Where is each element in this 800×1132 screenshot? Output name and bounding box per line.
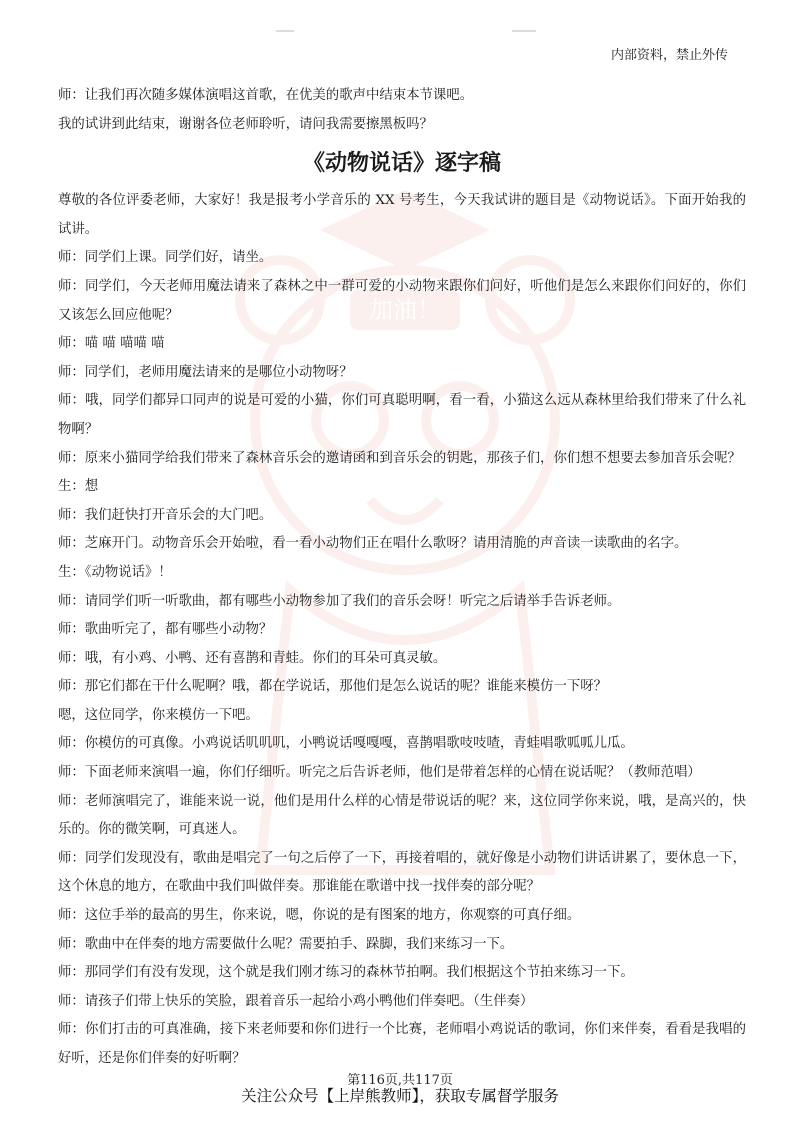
transcript-paragraph: 师：同学们发现没有，歌曲是唱完了一句之后停了一下，再接着唱的，就好像是小动物们讲话讲累了，要休息一下，这个休息的地方，在歌曲中我们叫做伴奏。那谁能在歌谱中找一找伴奏的部分呢？ bbox=[58, 850, 746, 895]
transcript-paragraph: 师：同学们，今天老师用魔法请来了森林之中一群可爱的小动物来跟你们问好，听他们是怎么来跟你们问好的，你们又该怎么回应他呢？ bbox=[58, 278, 746, 323]
page-number: 第116页,共117页 bbox=[347, 1073, 453, 1088]
document-body bbox=[58, 82, 746, 1074]
top-scan-mark bbox=[276, 18, 536, 22]
intro-line: 师：让我们再次随多媒体演唱这首歌，在优美的歌声中结束本节课吧。 bbox=[58, 88, 474, 103]
transcript-paragraph: 师：哦，有小鸡、小鸭、还有喜鹊和青蛙。你们的耳朵可真灵敏。 bbox=[58, 650, 447, 666]
transcript-paragraphs bbox=[58, 187, 746, 1073]
transcript-paragraph: 师：这位手举的最高的男生，你来说，嗯，你说的是有图案的地方，你观察的可真仔细。 bbox=[58, 908, 581, 924]
transcript-paragraph: 师：你们打击的可真准确，接下来老师要和你们进行一个比赛，老师唱小鸡说话的歌词，你们来伴奏，看看是我唱的好听，还是你们伴奏的好听啊？ bbox=[58, 1022, 746, 1066]
transcript-paragraph: 师：我们赶快打开音乐会的大门吧。 bbox=[58, 507, 273, 523]
transcript-paragraph: 师：同学们上课。同学们好，请坐。 bbox=[58, 250, 273, 266]
transcript-paragraph: 师：歌曲听完了，都有哪些小动物？ bbox=[58, 622, 273, 638]
transcript-paragraph: 师：老师演唱完了，谁能来说一说，他们是用什么样的心情是带说话的呢？来，这位同学你来说，哦，是高兴的，快乐的。你的微笑啊，可真迷人。 bbox=[58, 793, 746, 838]
transcript-paragraph: 师：那同学们有没有发现，这个就是我们刚才练习的森林节拍啊。我们根据这个节拍来练习一下。 bbox=[58, 965, 634, 981]
transcript-paragraph: 师：同学们，老师用魔法请来的是哪位小动物呀？ bbox=[58, 364, 353, 380]
transcript-paragraph: 师：你模仿的可真像。小鸡说话叽叽叽，小鸭说话嘎嘎嘎，喜鹊唱歌吱吱喳，青蛙唱歌呱呱儿瓜。 bbox=[58, 736, 634, 752]
transcript-paragraph: 师：原来小猫同学给我们带来了森林音乐会的邀请函和到音乐会的钥匙，那孩子们，你们想不想要去参加音乐会呢？ bbox=[58, 450, 741, 466]
transcript-paragraph: 生：想 bbox=[58, 479, 99, 495]
transcript-paragraph: 师：那它们都在干什么呢啊？哦，都在学说话，那他们是怎么说话的呢？谁能来模仿一下呀？ bbox=[58, 679, 608, 695]
transcript-paragraph: 师：哦，同学们都异口同声的说是可爱的小猫，你们可真聪明啊，看一看，小猫这么远从森林里给我们带来了什么礼物啊？ bbox=[58, 393, 746, 437]
transcript-paragraph: 尊敬的各位评委老师，大家好！我是报考小学音乐的 XX 号考生，今天我试讲的题目是《动物说话》。下面开始我的试讲。 bbox=[58, 193, 746, 237]
transcript-paragraph: 师：歌曲中在伴奏的地方需要做什么呢？需要拍手、跺脚，我们来练习一下。 bbox=[58, 936, 514, 952]
watermark-text: 加油！ bbox=[369, 296, 441, 324]
intro-line: 我的试讲到此结束，谢谢各位老师聆听，请问我需要擦黑板吗？ bbox=[58, 116, 433, 132]
transcript-paragraph: 师：请孩子们带上快乐的笑脸，跟着音乐一起给小鸡小鸭他们伴奏吧。（生伴奏） bbox=[58, 993, 534, 1009]
transcript-paragraph: 师：请同学们听一听歌曲，都有哪些小动物参加了我们的音乐会呀！听完之后请举手告诉老师。 bbox=[58, 593, 621, 609]
transcript-paragraph: 师：下面老师来演唱一遍，你们仔细听。听完之后告诉老师，他们是带着怎样的心情在说话呢？（教师范唱） bbox=[58, 765, 701, 781]
transcript-paragraph: 师：喵 喵 喵喵 喵 bbox=[58, 336, 165, 352]
transcript-paragraph: 生：《动物说话》！ bbox=[58, 564, 172, 580]
transcript-paragraph: 嗯，这位同学，你来模仿一下吧。 bbox=[58, 707, 259, 723]
transcript-paragraph: 师：芝麻开门。动物音乐会开始啦，看一看小动物们正在唱什么歌呀？请用清脆的声音读一读歌曲的名字。 bbox=[58, 536, 688, 552]
header-confidential-note: 内部资料，禁止外传 bbox=[610, 48, 728, 63]
footer-promo-text: 关注公众号【上岸熊教师】，获取专属督学服务 bbox=[241, 1087, 559, 1105]
document-title: 《动物说话》逐字稿 bbox=[302, 150, 501, 177]
